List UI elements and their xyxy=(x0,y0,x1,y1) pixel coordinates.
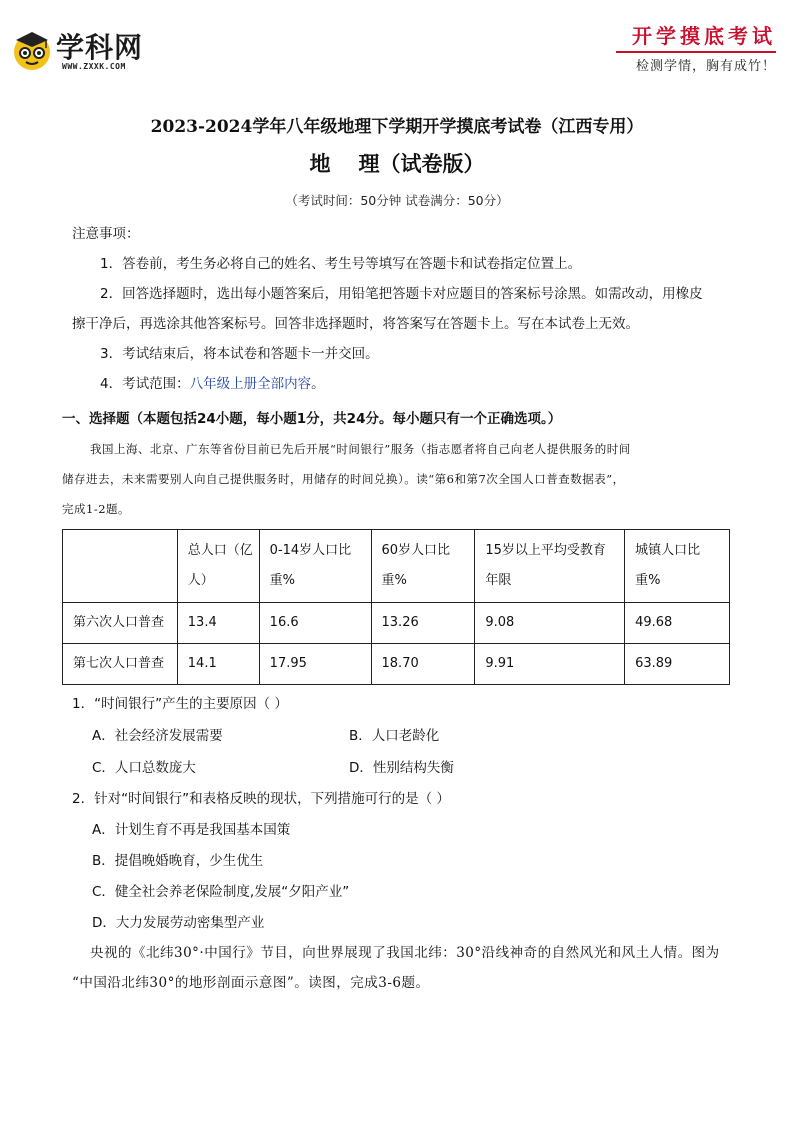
table-cell: 14.1 xyxy=(177,644,259,685)
q2-option-b[interactable]: B．提倡晚婚晚育，少生优生 xyxy=(92,853,264,869)
exam-type-subtitle: 检测学情，胸有成竹！ xyxy=(635,59,776,74)
logo-url: WWW.ZXXK.COM xyxy=(62,62,126,71)
notes-heading: 注意事项： xyxy=(72,226,140,242)
intro-line-1: 我国上海、北京、广东等省份目前已先后开展“时间银行”服务（指志愿者将自己向老人提供服务的时间 xyxy=(90,442,631,456)
table-cell: 18.70 xyxy=(371,644,475,685)
table-header-row xyxy=(63,530,730,603)
exam-info: （考试时间：50分钟 试卷满分：50分） xyxy=(285,193,509,208)
table-row xyxy=(63,644,730,685)
table-cell: 17.95 xyxy=(259,644,371,685)
intro-line-3: 完成1-2题。 xyxy=(62,502,131,516)
exam-title: 2023-2024学年八年级地理下学期开学摸底考试卷（江西专用） xyxy=(150,117,644,137)
q2-option-d[interactable]: D．大力发展劳动密集型产业 xyxy=(92,915,265,931)
note-4 xyxy=(72,369,732,399)
table-cell: 16.6 xyxy=(259,603,371,644)
subject-char: 地 xyxy=(309,151,359,176)
header-cell: 60岁人口比 重% xyxy=(371,530,475,603)
header-tagline xyxy=(616,22,776,76)
note-1: 1．答卷前，考生务必将自己的姓名、考生号等填写在答题卡和试卷指定位置上。 xyxy=(100,256,582,272)
table-row xyxy=(63,603,730,644)
note-2-cont: 擦干净后，再选涂其他答案标号。回答非选择题时，将答案写在答题卡上。写在本试卷上无效。 xyxy=(72,316,639,332)
exam-type-title: 开学摸底考试 xyxy=(632,24,776,48)
q2-stem: 2．针对“时间银行”和表格反映的现状，下列措施可行的是（ ） xyxy=(72,791,450,807)
exam-scope: 八年级上册全部内容 xyxy=(189,376,312,392)
table-cell: 49.68 xyxy=(625,603,730,644)
passage-2-line-1: 央视的《北纬30°·中国行》节目，向世界展现了我国北纬：30°沿线神奇的自然风光和风土人情。图为 xyxy=(90,945,720,961)
header-rule xyxy=(616,51,776,53)
table-cell: 9.08 xyxy=(475,603,625,644)
header-cell: 城镇人口比 重% xyxy=(625,530,730,603)
header-cell xyxy=(63,530,178,603)
header-cell: 总人口（亿 人） xyxy=(177,530,259,603)
note-4-suffix: 。 xyxy=(311,376,325,392)
table-cell: 13.4 xyxy=(177,603,259,644)
q1-option-d[interactable]: D．性别结构失衡 xyxy=(349,760,454,776)
mascot-logo-icon xyxy=(10,28,54,72)
q1-stem: 1．“时间银行”产生的主要原因（ ） xyxy=(72,696,288,712)
q1-option-b[interactable]: B．人口老龄化 xyxy=(349,728,440,744)
q1-option-a[interactable]: A．社会经济发展需要 xyxy=(92,728,223,744)
note-3: 3．考试结束后，将本试卷和答题卡一并交回。 xyxy=(100,346,379,362)
logo-name: 学科网 xyxy=(56,31,144,64)
header-cell: 0-14岁人口比 重% xyxy=(259,530,371,603)
section-1 xyxy=(62,404,722,524)
section-1-heading: 一、选择题（本题包括24小题，每小题1分，共24分。每小题只有一个正确选项。） xyxy=(62,411,562,427)
subject-rest: 理（试卷版） xyxy=(358,151,485,176)
q2-option-a[interactable]: A．计划生育不再是我国基本国策 xyxy=(92,822,291,838)
row-label: 第六次人口普查 xyxy=(63,603,178,644)
brand-logo xyxy=(10,28,160,76)
notes-block xyxy=(72,219,732,399)
header-cell: 15岁以上平均受教育 年限 xyxy=(475,530,625,603)
subject-title xyxy=(0,148,794,178)
q1-option-c[interactable]: C．人口总数庞大 xyxy=(92,760,196,776)
row-label: 第七次人口普查 xyxy=(63,644,178,685)
intro-line-2: 储存进去，未来需要别人向自己提供服务时，用储存的时间兑换）。读“第6和第7次全国人口普查数据表”， xyxy=(62,472,625,486)
census-table xyxy=(62,529,730,685)
table-cell: 13.26 xyxy=(371,603,475,644)
note-4-prefix: 4．考试范围： xyxy=(100,376,190,392)
table-cell: 9.91 xyxy=(475,644,625,685)
passage-2-line-2: “中国沿北纬30°的地形剖面示意图”。读图，完成3-6题。 xyxy=(72,975,430,991)
table-cell: 63.89 xyxy=(625,644,730,685)
q2-option-c[interactable]: C．健全社会养老保险制度,发展“夕阳产业” xyxy=(92,884,350,900)
note-2: 2．回答选择题时，选出每小题答案后，用铅笔把答题卡对应题目的答案标号涂黑。如需改动，用橡皮 xyxy=(100,286,703,302)
